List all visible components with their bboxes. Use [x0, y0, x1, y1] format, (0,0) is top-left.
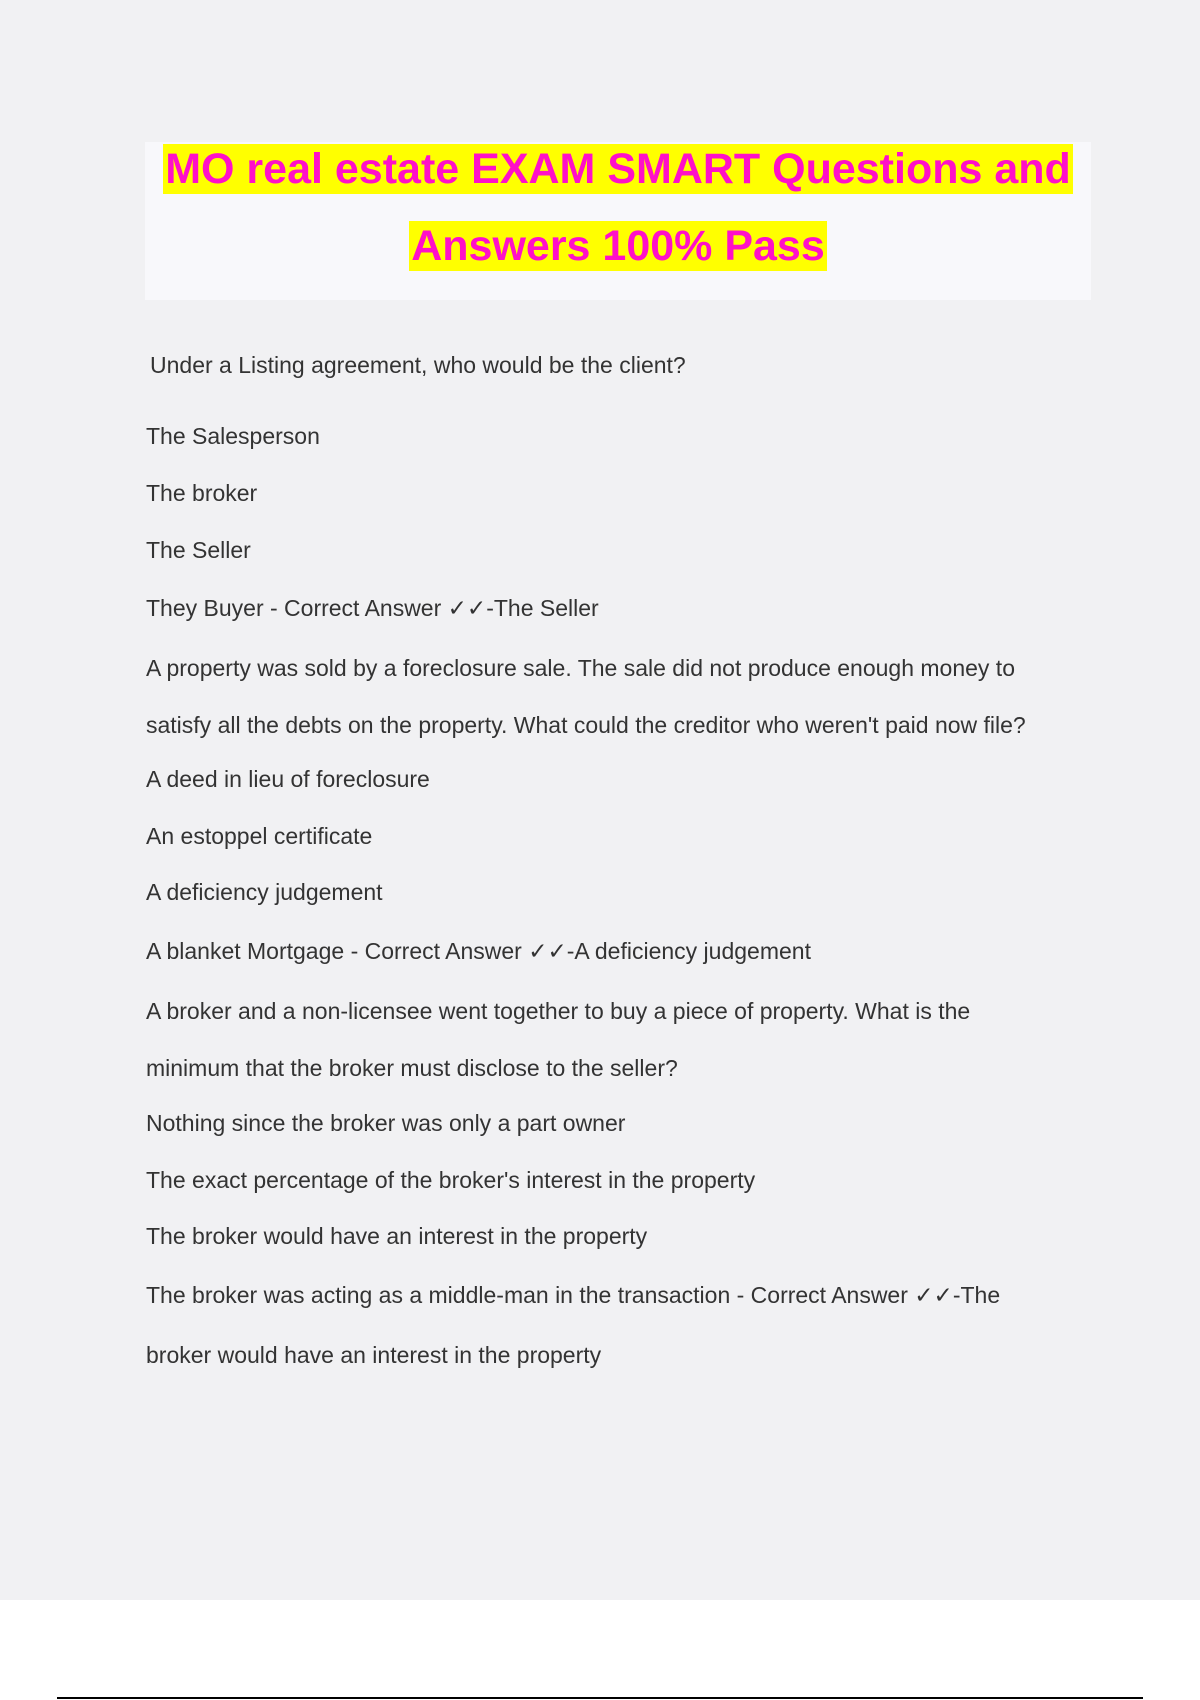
question-2-line-2: satisfy all the debts on the property. What could the creditor who weren't paid now file? — [146, 712, 1026, 738]
q2-option-a: A deed in lieu of foreclosure — [146, 766, 430, 792]
q3-option-c: The broker would have an interest in the property — [146, 1223, 648, 1249]
q2-option-c: A deficiency judgement — [146, 879, 383, 905]
q2-option-b: An estoppel certificate — [146, 823, 373, 849]
q3-answer-line-2: broker would have an interest in the property — [146, 1342, 602, 1368]
q2-answer: A blanket Mortgage - Correct Answer ✓✓-A deficiency judgement — [146, 938, 811, 964]
q1-option-c: The Seller — [146, 537, 251, 563]
q3-answer-line-1: The broker was acting as a middle-man in the transaction - Correct Answer ✓✓-The — [146, 1282, 1001, 1308]
document-title-line-2: Answers 100% Pass — [411, 222, 825, 270]
footer-rule — [57, 1697, 1143, 1699]
q3-option-a: Nothing since the broker was only a part owner — [146, 1110, 626, 1136]
title-block — [145, 142, 1091, 300]
q1-option-b: The broker — [146, 480, 258, 506]
q1-answer: They Buyer - Correct Answer ✓✓-The Seller — [146, 595, 599, 621]
document-title-line-1: MO real estate EXAM SMART Questions and — [165, 145, 1071, 193]
question-1: Under a Listing agreement, who would be the client? — [150, 352, 686, 378]
question-2-line-1: A property was sold by a foreclosure sale. The sale did not produce enough money to — [146, 655, 1015, 681]
question-3-line-2: minimum that the broker must disclose to the seller? — [146, 1055, 678, 1081]
q1-option-a: The Salesperson — [146, 423, 320, 449]
q3-option-b: The exact percentage of the broker's interest in the property — [146, 1167, 756, 1193]
question-3-line-1: A broker and a non-licensee went together to buy a piece of property. What is the — [146, 998, 971, 1024]
